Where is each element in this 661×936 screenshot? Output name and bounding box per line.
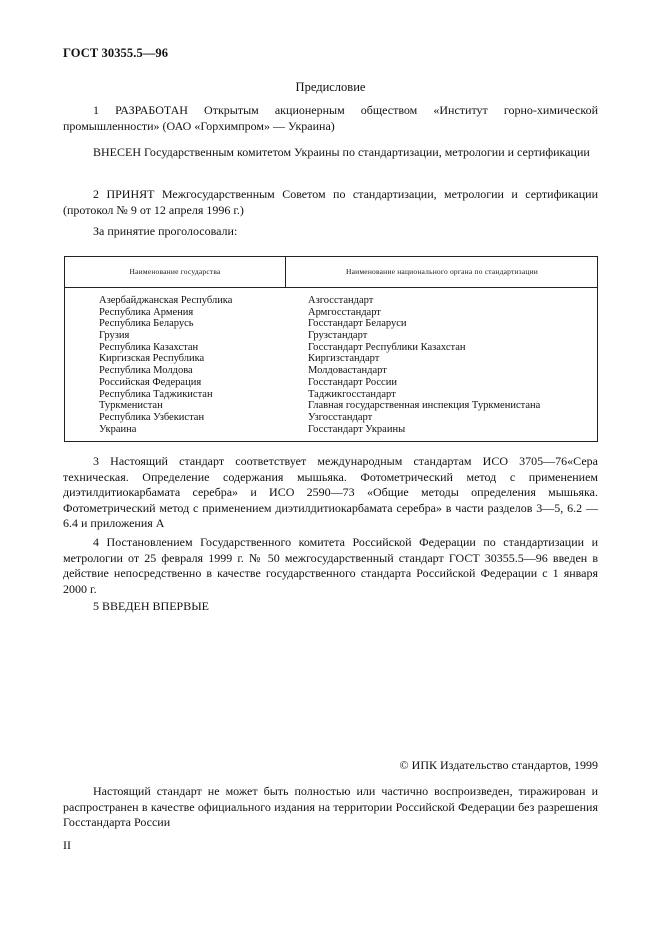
state-name-cell: Республика Таджикистан [99,388,213,400]
table-row [65,400,597,412]
state-name-cell: Украина [99,423,137,435]
table-row [65,412,597,424]
table-row [65,377,597,389]
table-row [65,424,597,436]
page-number: II [63,838,71,852]
standards-body-cell: Главная государственная инспекция Туркменистана [308,400,541,412]
standards-body-cell: Госстандарт Республики Казахстан [308,341,466,353]
standards-body-cell: Грузстандарт [308,330,368,342]
standards-body-cell: Узгосстандарт [308,411,373,423]
state-name-cell: Грузия [99,330,130,342]
standards-body-cell: Армгосстандарт [308,306,381,318]
standards-body-cell: Киргизстандарт [308,353,380,365]
state-name-cell: Киргизская Республика [99,353,205,365]
standards-body-cell: Госстандарт России [308,376,397,388]
state-name-cell: Республика Узбекистан [99,411,205,423]
column-header-body: Наименование национального органа по стандартизации [346,267,538,276]
table-row [65,307,597,319]
standard-code: ГОСТ 30355.5—96 [63,46,169,60]
column-header-state: Наименование государства [129,267,221,276]
preface-paragraph-introduced: ВНЕСЕН Государственным комитетом Украины по стандартизации, метрологии и сертификации [93,145,590,159]
state-name-cell: Российская Федерация [99,376,202,388]
standards-body-cell: Таджикгосстандарт [308,388,396,400]
preface-paragraph-conformity: 3 Настоящий стандарт соответствует международным стандартам ИСО 3705—76«Сера техническая. Определение содержания мышьяка. Фотометрический метод с применением диэтилдитиокарбамата серебра» и ИСО 2590—73 «Общие методы определения мышьяка. Фотометрический метод с применением диэтилдитиокарбамата серебра» в части разделов 3—5, 6.2 — 6.4 и приложения А [63,454,598,530]
table-row [65,353,597,365]
preface-title: Предисловие [295,80,366,94]
state-name-cell: Республика Беларусь [99,318,194,330]
preface-paragraph-enactment: 4 Постановлением Государственного комитета Российской Федерации по стандартизации и метрологии от 25 февраля 1999 г. № 50 межгосударственный стандарт ГОСТ 30355.5—96 введен в действие непосредственно в качестве государственного стандарта Российской Федерации с 1 января 2000 г. [63,535,598,596]
table-row [65,342,597,354]
state-name-cell: Республика Молдова [99,365,193,377]
table-row [65,330,597,342]
standards-body-cell: Азгосстандарт [308,295,374,306]
table-row [65,365,597,377]
standards-body-cell: Молдовастандарт [308,365,387,377]
state-name-cell: Туркменистан [99,400,163,412]
preface-paragraph-developed: 1 РАЗРАБОТАН Открытым акционерным обществом «Институт горно-химической промышленности» (ОАО «Горхимпром» — Украина) [63,103,598,133]
voting-table [64,256,598,442]
standards-body-cell: Госстандарт Украины [308,423,406,435]
copyright-line: © ИПК Издательство стандартов, 1999 [399,758,598,772]
state-name-cell: Республика Казахстан [99,341,199,353]
table-row [65,389,597,401]
table-row [65,295,597,307]
vote-intro: За принятие проголосовали: [93,224,238,238]
reproduction-notice: Настоящий стандарт не может быть полностью или частично воспроизведен, тиражирован и распространен в качестве официального издания на территории Российской Федерации без разрешения Госстандарта России [63,784,598,829]
table-header [65,257,597,288]
table-row [65,318,597,330]
state-name-cell: Азербайджанская Республика [99,295,233,306]
preface-paragraph-adopted: 2 ПРИНЯТ Межгосударственным Советом по стандартизации, метрологии и сертификации (протокол № 9 от 12 апреля 1996 г.) [63,187,598,217]
preface-paragraph-first-issue: 5 ВВЕДЕН ВПЕРВЫЕ [93,599,209,613]
state-name-cell: Республика Армения [99,306,194,318]
standards-body-cell: Госстандарт Беларуси [308,318,407,330]
table-body [65,295,597,435]
